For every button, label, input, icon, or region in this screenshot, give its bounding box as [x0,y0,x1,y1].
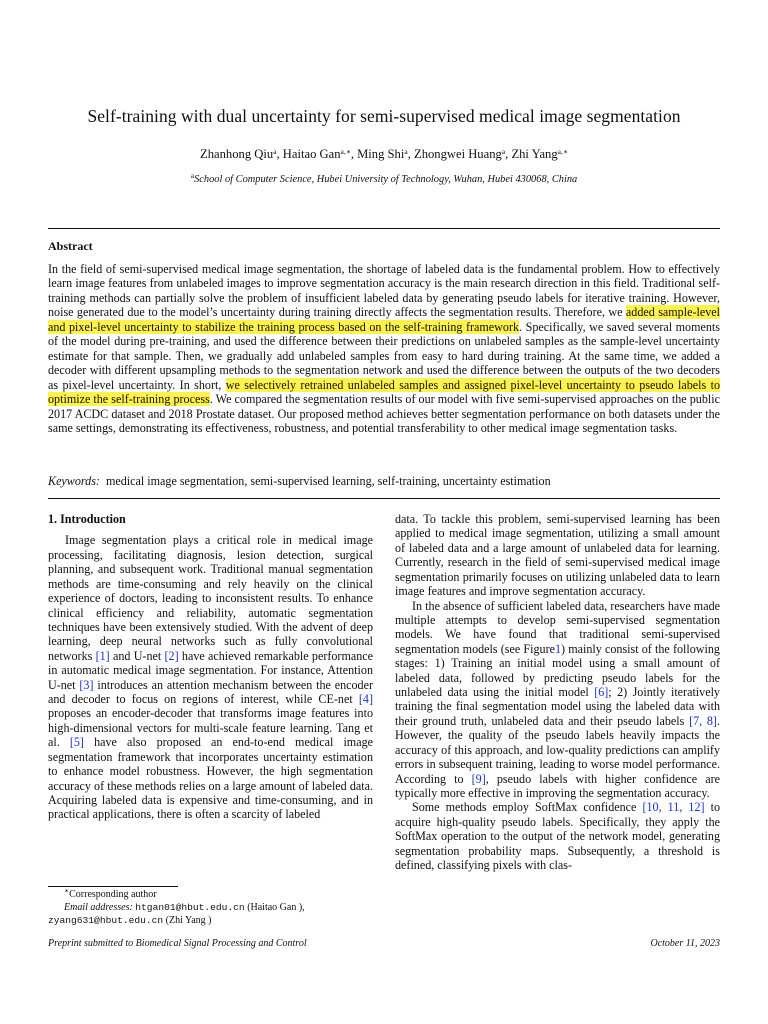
bottom-rule [48,498,720,499]
citation-link[interactable]: [2] [164,648,179,663]
text-run: proposes an encoder-decoder that transforms image features into high-dimensional vectors for multi-scale feature learning. Tang et al. [48,706,373,750]
citation-link[interactable]: [6] [594,685,609,700]
author-5: Zhi Yang$^{a,∗}$ [511,147,568,161]
citation-link[interactable]: [10, 11, 12] [642,800,705,815]
footer-date: October 11, 2023 [650,938,720,949]
text-run: introduces an attention mechanism between the encoder and decoder to focus on regions of interest, while CE-net [48,677,373,707]
author-4: Zhongwei Huang$^a$ [414,147,506,161]
footer-journal: Preprint submitted to Biomedical Signal Processing and Control [48,938,307,949]
left-column [48,512,373,822]
text-run: ; 2) Jointly iteratively training the final segmentation model using the labeled data with their ground truth, unlabeled data and their pseudo labels [395,685,720,728]
author-2: Haitao Gan$^{a,∗}$ [282,147,351,161]
citation-link[interactable]: [1] [95,648,110,663]
intro-paragraph-3 [395,800,720,872]
citation-link[interactable]: [4] [358,692,373,707]
citation-link[interactable]: 1 [554,641,562,656]
intro-paragraph-1 [48,533,373,821]
text-run: have achieved remarkable performance in automatic medical image segmentation. For instance, Attention U-net [48,648,373,692]
intro-paragraph-1-cont [395,512,720,599]
abstract-heading: Abstract [48,239,93,253]
citation-link[interactable]: [9] [471,771,486,786]
text-run: Image segmentation plays a critical role in medical image processing, facilitating diagnosis, lesion detection, surgical planning, and subsequent work. Traditional manual segmentation methods are time-consuming and rely heavily on the clinical experience of doctors, leading to inconsistent results. To enhance clinical efficiency and reliability, automatic segmentation techniques have been extensively studied. With the advent of deep learning, deep neural networks such as fully convolutional networks [48,533,373,663]
author-1: Zhanhong Qiu$^a$ [200,147,277,161]
text-run: ) mainly consist of the following stages: 1) Training an initial model using a small amount of labeled data, followed by predicting pseudo labels for the unlabeled data using the initial model [395,641,720,700]
abstract-text: In the field of semi-supervised medical image segmentation, the shortage of labeled data is the fundamental problem. How to effectively learn image features from unlabeled images to improve segmentation accuracy is the main research direction in this field. Traditional self-training methods can partially solve the problem of insufficient labeled data by generating pseudo labels for iterative training. However, noise generated due to the model’s uncertainty during training directly affects the segmentation results. Therefore, we added sample-level and pixel-level uncertainty to stabilize the training process based on the self-training framework. Specifically, we saved several moments of the model during pre-training, and used the difference between their predictions on unlabeled samples as the sample-level uncertainty estimate for that sample. Then, we gradually add unlabeled samples from easy to hard during training. At the same time, we added a decoder with different upsampling methods to the segmentation network and used the difference between the outputs of the two decoders as pixel-level uncertainty. In short, we selectively retrained unlabeled samples and assigned pixel-level uncertainty to pseudo labels to optimize the self-training process. We compared the segmentation results of our model with five semi-supervised approaches on the public 2017 ACDC dataset and 2018 Prostate dataset. Our proposed method achieves better segmentation performance on both datasets under the same settings, demonstrating its effectiveness, robustness, and potential transferability to other medical image segmentation tasks. [48,262,721,435]
section-heading-introduction: 1. Introduction [48,512,126,526]
text-run: , pseudo labels with higher confidence are typically more effective in improving the segmentation accuracy. [395,771,721,801]
text-run: In the absence of sufficient labeled data, researchers have made multiple attempts to develop semi-supervised segmentation models. We have found that traditional semi-supervised segmentation models (see Figure [395,598,720,656]
author-3: Ming Shi$^a$ [357,147,408,161]
citation-link[interactable]: [5] [69,735,84,750]
text-run: data. To tackle this problem, semi-supervised learning has been applied to medical image segmentation, utilizing a small amount of labeled data and a large amount of unlabeled data for learning. Currently, research in the field of semi-supervised medical image segmentation primarily focuses on utilizing unlabeled data to learn image features and improve segmentation accuracy. [395,512,720,599]
email-link-1[interactable]: htgan01@hbut.edu.cn [135,902,245,913]
text-run: and U-net [109,648,165,663]
text-run: have also proposed an end-to-end medical image segmentation framework that incorporates uncertainty estimation to enhance model robustness. However, the high segmentation accuracy of these methods relies on a large amount of labeled data. Acquiring labeled data is expensive and time-consuming, and in practical applications, there is often a scarcity of labeled [48,735,373,822]
email-link-2[interactable]: zyang631@hbut.edu.cn [48,915,164,926]
paper-title: Self-training with dual uncertainty for semi-supervised medical image segmentation [87,106,681,126]
footnote: ∗Corresponding author Email addresses: htgan01@hbut.edu.cn (Haitao Gan ), zyang631@hbut.edu.cn (Zhi Yang ) [48,886,305,926]
top-rule [48,228,720,229]
keywords: Keywords: medical image segmentation, semi-supervised learning, self-training, uncertainty estimation [48,474,551,488]
citation-link[interactable]: [3] [79,677,94,692]
right-column [395,512,720,873]
highlight-1: added sample-level and pixel-level uncertainty to stabilize the training process based on the self-training framework [48,305,720,334]
intro-paragraph-2 [395,599,720,801]
author-list: Zhanhong Qiu$^a$, Haitao Gan$^{a,∗}$, Ming Shi$^a$, Zhongwei Huang$^a$, Zhi Yang$^{a,∗}$ [200,147,568,161]
highlight-2: we selectively retrained unlabeled samples and assigned pixel-level uncertainty to pseudo labels to optimize the self-training process [48,377,721,407]
text-run: Some methods employ SoftMax confidence [412,800,643,815]
citation-link[interactable]: [7, 8] [689,713,717,728]
text-run: . However, the quality of the pseudo labels heavily impacts the accuracy of this approach, and low-quality predictions can amplify errors in subsequent training, leading to worse model performance. According to [395,713,720,786]
affiliation: $^a$School of Computer Science, Hubei University of Technology, Wuhan, Hubei 430068, China [190,171,578,185]
text-run: to acquire high-quality pseudo labels. Specifically, they apply the SoftMax operation to the output of the network model, generating segmentation probability maps. Subsequently, a threshold is defined, classifying pixels with clas- [395,800,721,873]
